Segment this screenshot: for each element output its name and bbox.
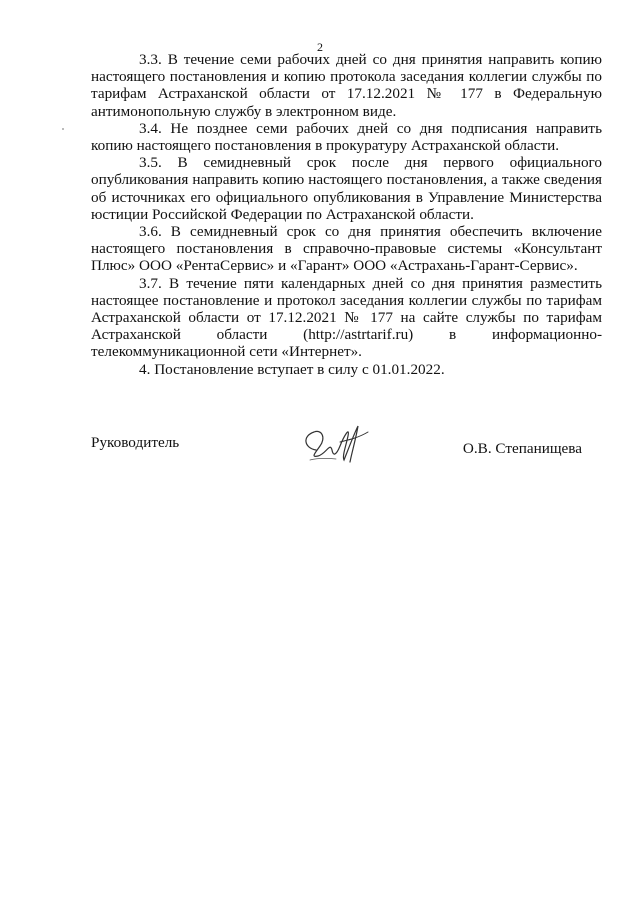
signer-name: О.В. Степанищева	[462, 440, 582, 457]
margin-mark	[62, 128, 64, 130]
paragraph-3-4: 3.4. Не позднее семи рабочих дней со дня подписания направить копию настоящего постановления в прокуратуру Астраханской области.	[91, 119, 602, 155]
page-number: 2	[317, 40, 323, 54]
paragraph-3-6: 3.6. В семидневный срок со дня принятия обеспечить включение настоящего постановления в справочно-правовые системы «Консультант Плюс» ООО «РентаСервис» и «Гарант» ООО «Астрахань-Гарант-Сервис».	[91, 223, 602, 275]
position-title: Руководитель	[91, 434, 180, 451]
handwritten-signature	[296, 420, 376, 468]
paragraph-3-7: 3.7. В течение пяти календарных дней со дня принятия разместить настоящее постановление и протокол заседания коллегии службы по тарифам Астраханской области от 17.12.2021 № 177 на сайте службы по тарифам Астраханской области (http://astrtarif.ru) в информационно-телекоммуникационной сети «Интернет».	[91, 274, 602, 361]
signature-block	[91, 420, 602, 480]
paragraph-4: 4. Постановление вступает в силу с 01.01.2022.	[139, 360, 445, 378]
paragraph-3-3: 3.3. В течение семи рабочих дней со дня принятия направить копию настоящего постановления и копию протокола заседания коллегии службы по тарифам Астраханской области от 17.12.2021 № 177 в Федеральную антимонопольную службу в электронном виде.	[91, 51, 602, 120]
paragraph-3-5: 3.5. В семидневный срок после дня первого официального опубликования направить копию настоящего постановления, а также сведения об источниках его официального опубликования в Управление Министерства юстиции Российской Федерации по Астраханской области.	[91, 154, 602, 223]
document-body	[91, 51, 602, 378]
